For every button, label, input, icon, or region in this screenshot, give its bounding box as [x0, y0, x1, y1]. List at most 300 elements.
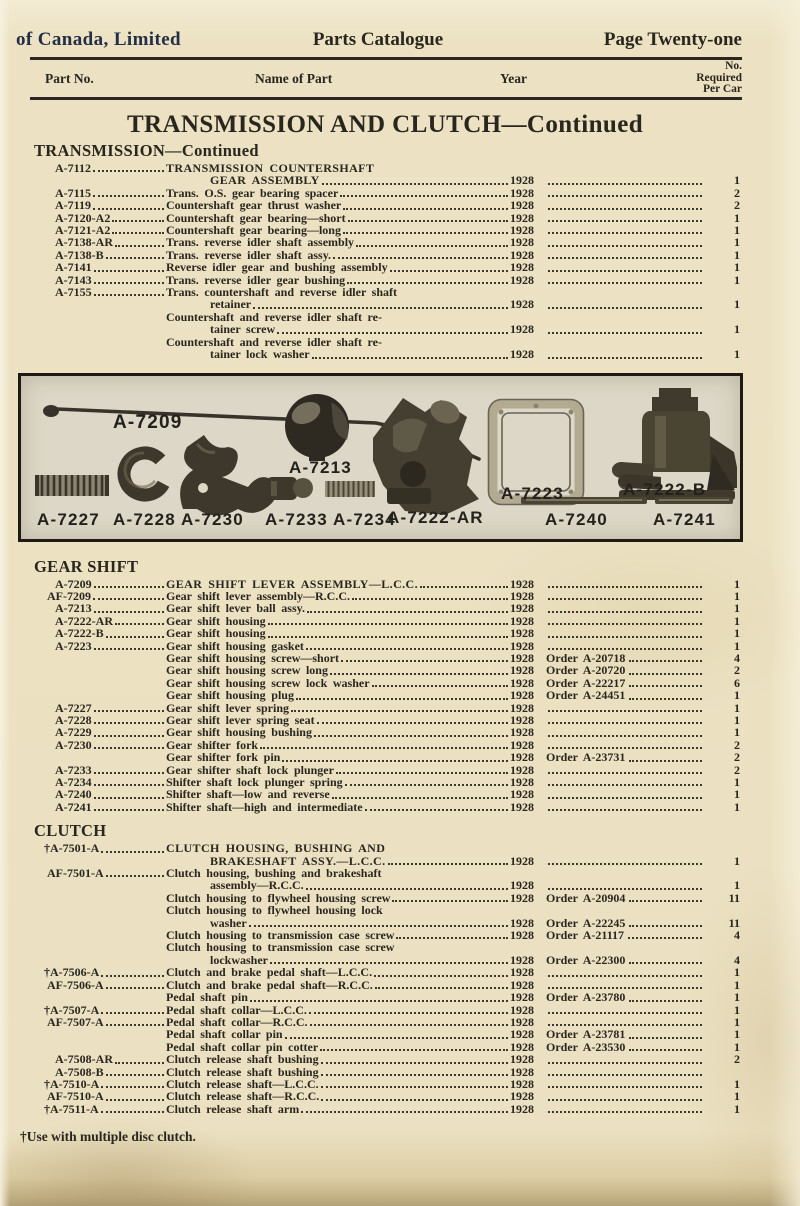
- part-name: Clutch release shaft bushing: [166, 1064, 319, 1079]
- order-cell: [546, 966, 704, 978]
- qty: 1: [734, 965, 740, 980]
- section-heading: CLUTCH: [34, 821, 107, 841]
- name-cell: [166, 199, 534, 211]
- year: 1928: [510, 223, 534, 238]
- part-name: Gear shift housing: [166, 613, 266, 628]
- catalog-row: [38, 1041, 740, 1053]
- year: 1928: [510, 247, 534, 262]
- qty: 1: [734, 260, 740, 275]
- order-cell: [546, 879, 704, 891]
- leader-dots: [94, 772, 164, 774]
- year: 1928: [510, 965, 534, 980]
- part-number: A-7508-AR: [55, 1052, 113, 1067]
- part-name: lockwasher: [210, 952, 268, 967]
- qty: 1: [734, 173, 740, 188]
- year: 1928: [510, 775, 534, 789]
- leader-dots: [548, 257, 702, 259]
- year: 1928: [510, 853, 534, 868]
- catalog-row: [38, 578, 740, 590]
- leader-dots: [548, 208, 702, 210]
- name-cell: [166, 689, 534, 701]
- part-number: †A-7510-A: [44, 1076, 100, 1091]
- year: 1928: [510, 1002, 534, 1017]
- qty: 1: [734, 700, 740, 715]
- year: 1928: [510, 928, 534, 943]
- leader-dots: [115, 245, 164, 247]
- qty: 1: [734, 638, 740, 653]
- year: 1928: [510, 1064, 534, 1079]
- part-name: assembly—R.C.C.: [210, 878, 304, 893]
- qty: 1: [734, 799, 740, 814]
- leader-dots: [282, 760, 508, 762]
- leader-dots: [548, 1062, 702, 1064]
- order-cell: [546, 726, 704, 738]
- indent: [166, 298, 210, 310]
- order-cell: [546, 323, 704, 335]
- order-cell: [546, 249, 704, 261]
- catalog-row: [38, 842, 740, 854]
- part-number: AF-7506-A: [47, 977, 104, 992]
- name-cell: [166, 261, 534, 273]
- year: 1928: [510, 1076, 534, 1091]
- leader-dots: [548, 245, 702, 247]
- part-cell: [38, 627, 166, 639]
- leader-dots: [374, 975, 508, 977]
- year: 1928: [510, 990, 534, 1005]
- order-cell: [546, 274, 704, 286]
- name-cell: [166, 348, 534, 360]
- page-number: Page Twenty-one: [603, 29, 742, 50]
- qty: [714, 904, 740, 916]
- ball-shape: [285, 394, 349, 461]
- leader-dots: [341, 660, 508, 662]
- leader-dots: [629, 1037, 702, 1039]
- leader-dots: [548, 1099, 702, 1101]
- order-cell: [546, 298, 704, 310]
- catalog-row: [38, 162, 740, 174]
- part-cell: [38, 1090, 166, 1102]
- part-number: A-7240: [55, 787, 92, 802]
- catalog-row: [38, 788, 740, 800]
- leader-dots: [94, 282, 164, 284]
- catalog-row: [38, 664, 740, 676]
- catalog-row: [38, 615, 740, 627]
- part-cell: [38, 689, 166, 701]
- leader-dots: [548, 332, 702, 334]
- part-number: AF-7507-A: [47, 1014, 104, 1029]
- year: 1928: [510, 638, 534, 653]
- catalogue-title: Parts Catalogue: [312, 29, 444, 50]
- catalog-row: [38, 1028, 740, 1040]
- catalog-row: [38, 966, 740, 978]
- leader-dots: [320, 1049, 508, 1051]
- year: 1928: [510, 185, 534, 200]
- leader-dots: [629, 1000, 702, 1002]
- leader-dots: [321, 1062, 508, 1064]
- order-ref: Order A-20720: [546, 663, 626, 678]
- catalog-row: [38, 1004, 740, 1016]
- year: 1928: [510, 650, 534, 665]
- part-cell: [38, 286, 166, 298]
- order-ref: Order A-22245: [546, 915, 626, 930]
- qty: 1: [734, 1076, 740, 1091]
- catalog-row: [38, 199, 740, 211]
- part-name: Pedal shaft collar pin: [166, 1027, 283, 1042]
- part-name: Gear shift housing gasket: [166, 638, 304, 653]
- year: 1928: [510, 601, 534, 616]
- qty: 1: [734, 247, 740, 262]
- page-header: [0, 0, 800, 57]
- leader-dots: [548, 784, 702, 786]
- part-cell: [38, 652, 166, 664]
- qty: 2: [734, 185, 740, 200]
- part-name: Clutch and brake pedal shaft—L.C.C.: [166, 965, 373, 980]
- part-name: tainer lock washer: [210, 347, 310, 362]
- leader-dots: [365, 809, 508, 811]
- year: 1928: [510, 235, 534, 250]
- order-cell: [546, 1103, 704, 1115]
- spring-shape: [35, 475, 109, 496]
- part-number: †A-7506-A: [44, 965, 100, 980]
- part-name: Clutch housing, bushing and brakeshaft: [166, 866, 382, 881]
- part-name: Pedal shaft collar—L.C.C.: [166, 1002, 307, 1017]
- part-name: tainer screw: [210, 322, 276, 337]
- leader-dots: [93, 195, 164, 197]
- part-name: Clutch and brake pedal shaft—R.C.C.: [166, 977, 373, 992]
- part-name: Countershaft and reverse idler shaft re-: [166, 309, 382, 324]
- leader-dots: [548, 357, 702, 359]
- leader-dots: [301, 1111, 508, 1113]
- qty: 1: [734, 223, 740, 238]
- year: 1928: [510, 588, 534, 603]
- footnote: †Use with multiple disc clutch.: [20, 1129, 196, 1145]
- part-name: CLUTCH HOUSING, BUSHING AND: [166, 841, 386, 856]
- leader-dots: [390, 270, 508, 272]
- order-ref: Order A-21117: [546, 928, 625, 943]
- catalog-row: [38, 286, 740, 298]
- leader-dots: [629, 900, 702, 902]
- name-cell: [166, 627, 534, 639]
- leader-dots: [94, 294, 164, 296]
- part-cell: [38, 904, 166, 916]
- leader-dots: [321, 1086, 508, 1088]
- name-cell: [166, 801, 534, 813]
- qty: 1: [734, 977, 740, 992]
- qty: 1: [734, 235, 740, 250]
- leader-dots: [548, 307, 702, 309]
- order-cell: [546, 689, 704, 701]
- part-cell: [38, 336, 166, 348]
- ring-shape: [117, 445, 174, 502]
- leader-dots: [629, 925, 702, 927]
- fig-label: A-7227: [37, 509, 100, 529]
- order-cell: [546, 212, 704, 224]
- name-cell: [166, 664, 534, 676]
- qty: 4: [734, 650, 740, 665]
- leader-dots: [548, 987, 702, 989]
- order-ref: Order A-22300: [546, 952, 626, 967]
- catalog-row: [38, 590, 740, 602]
- leader-dots: [277, 332, 508, 334]
- order-ref: Order A-20718: [546, 650, 626, 665]
- qty: 2: [734, 1052, 740, 1067]
- order-cell: [546, 929, 704, 941]
- leader-dots: [629, 685, 702, 687]
- order-cell: [546, 664, 704, 676]
- company-name: of Canada, Limited: [16, 29, 182, 50]
- part-name: Trans. reverse idler gear bushing: [166, 272, 346, 287]
- leader-dots: [94, 797, 164, 799]
- order-cell: [546, 602, 704, 614]
- year: 1928: [510, 799, 534, 814]
- leader-dots: [260, 747, 508, 749]
- part-name: Shifter shaft—high and intermediate: [166, 799, 363, 814]
- indent: [166, 323, 210, 335]
- order-ref: Order A-24451: [546, 688, 626, 703]
- catalog-row: [38, 249, 740, 261]
- section-heading: GEAR SHIFT: [34, 556, 139, 576]
- qty: 1: [734, 1089, 740, 1104]
- leader-dots: [343, 232, 508, 234]
- year: 1928: [510, 952, 534, 967]
- name-cell: [166, 991, 534, 1003]
- part-name: Shifter shaft—low and reverse: [166, 787, 330, 802]
- year: 1928: [510, 675, 534, 690]
- leader-dots: [94, 611, 164, 613]
- order-ref: Order A-23781: [546, 1027, 626, 1042]
- part-name: Gear shift lever spring: [166, 700, 290, 715]
- part-name: Pedal shaft pin: [166, 990, 248, 1005]
- order-cell: [546, 764, 704, 776]
- order-cell: [546, 286, 704, 298]
- qty: 11: [728, 890, 740, 905]
- leader-dots: [548, 735, 702, 737]
- part-name: Gear shifter shaft lock plunger: [166, 762, 334, 777]
- qty: 1: [734, 601, 740, 616]
- leader-dots: [420, 586, 508, 588]
- part-cell: [38, 1053, 166, 1065]
- part-cell: [38, 640, 166, 652]
- leader-dots: [296, 698, 508, 700]
- order-cell: [546, 1004, 704, 1016]
- qty: 1: [734, 626, 740, 641]
- leader-dots: [548, 1024, 702, 1026]
- catalog-row: [38, 751, 740, 763]
- order-cell: [546, 236, 704, 248]
- leader-dots: [348, 220, 508, 222]
- year: 1928: [510, 297, 534, 312]
- year: 1928: [510, 750, 534, 765]
- part-name: Gear shift lever assembly—R.C.C.: [166, 588, 351, 603]
- leader-dots: [112, 220, 164, 222]
- order-cell: [546, 855, 704, 867]
- order-ref: Order A-23780: [546, 990, 626, 1005]
- col-name-of-part: Name of Part: [255, 71, 333, 86]
- part-number: A-7141: [55, 260, 92, 275]
- part-cell: [38, 991, 166, 1003]
- part-name: Gear shift housing screw lock washer: [166, 675, 370, 690]
- leader-dots: [629, 673, 702, 675]
- order-cell: [546, 311, 704, 323]
- part-number: A-7121-A2: [55, 223, 111, 238]
- leader-dots: [250, 1000, 508, 1002]
- part-number: A-7115: [55, 185, 91, 200]
- name-cell: [166, 941, 534, 953]
- leader-dots: [101, 1086, 164, 1088]
- leader-dots: [392, 900, 508, 902]
- name-cell: [166, 174, 534, 186]
- leader-dots: [309, 1012, 508, 1014]
- part-number: AF-7510-A: [47, 1089, 104, 1104]
- qty: 1: [734, 322, 740, 337]
- name-cell: [166, 298, 534, 310]
- leader-dots: [628, 937, 702, 939]
- order-cell: [546, 1041, 704, 1053]
- name-cell: [166, 1103, 534, 1115]
- year: 1928: [510, 762, 534, 777]
- name-cell: [166, 236, 534, 248]
- part-cell: [38, 892, 166, 904]
- leader-dots: [94, 270, 164, 272]
- leader-dots: [548, 282, 702, 284]
- order-cell: [546, 776, 704, 788]
- leader-dots: [345, 784, 508, 786]
- qty: 1: [734, 878, 740, 893]
- part-name: Gear shift housing screw long: [166, 663, 328, 678]
- part-name: Clutch release shaft arm: [166, 1101, 300, 1116]
- leader-dots: [548, 975, 702, 977]
- part-cell: [38, 739, 166, 751]
- part-name: Trans. reverse idler shaft assy.: [166, 247, 332, 262]
- catalog-row: [38, 879, 740, 891]
- indent: [166, 879, 210, 891]
- name-cell: [166, 966, 534, 978]
- part-name: Clutch release shaft—R.C.C.: [166, 1089, 320, 1104]
- year: 1928: [510, 173, 534, 188]
- fig-label: A-7234: [333, 509, 396, 529]
- year: 1928: [510, 737, 534, 752]
- fig-label: A-7209: [113, 411, 183, 433]
- leader-dots: [548, 598, 702, 600]
- part-name: Shifter shaft lock plunger spring: [166, 775, 343, 789]
- catalog-row: [38, 261, 740, 273]
- name-cell: [166, 323, 534, 335]
- catalog-row: [38, 224, 740, 236]
- order-cell: [546, 348, 704, 360]
- part-name: Trans. reverse idler shaft assembly: [166, 235, 355, 250]
- leader-dots: [548, 220, 702, 222]
- part-cell: [38, 751, 166, 763]
- leader-dots: [115, 1062, 164, 1064]
- order-cell: [546, 702, 704, 714]
- col-part-no: Part No.: [45, 71, 94, 86]
- leader-dots: [629, 962, 702, 964]
- fig-label: A-7222-AR: [387, 507, 484, 527]
- qty: 1: [734, 210, 740, 225]
- part-cell: [38, 917, 166, 929]
- leader-dots: [291, 710, 508, 712]
- order-cell: [546, 615, 704, 627]
- order-cell: [546, 627, 704, 639]
- year: 1928: [510, 915, 534, 930]
- order-cell: [546, 801, 704, 813]
- year: 1928: [510, 787, 534, 802]
- part-cell: [38, 1016, 166, 1028]
- fig-label: A-7222-B: [623, 479, 707, 499]
- part-name: Gear shifter fork pin: [166, 750, 281, 765]
- leader-dots: [548, 636, 702, 638]
- part-cell: [38, 261, 166, 273]
- leader-dots: [285, 1037, 508, 1039]
- name-cell: [166, 904, 534, 916]
- part-name: Countershaft and reverse idler shaft re-: [166, 334, 382, 349]
- catalog-row: [38, 867, 740, 879]
- part-cell: [38, 726, 166, 738]
- leader-dots: [112, 232, 164, 234]
- leader-dots: [372, 685, 508, 687]
- fig-label: A-7228: [113, 509, 176, 529]
- part-name: Pedal shaft collar pin cotter: [166, 1039, 319, 1054]
- catalog-row: [38, 1016, 740, 1028]
- catalog-row: [38, 1066, 740, 1078]
- part-number: †A-7511-A: [44, 1101, 99, 1116]
- part-name: Clutch release shaft—L.C.C.: [166, 1076, 319, 1091]
- catalog-row: [38, 212, 740, 224]
- catalog-row: [38, 776, 740, 788]
- part-name: Clutch housing to flywheel housing screw: [166, 890, 391, 905]
- catalog-row: [38, 174, 740, 186]
- part-name: Clutch housing to transmission case screw: [166, 940, 395, 955]
- qty: 2: [734, 737, 740, 752]
- part-number: A-7230: [55, 737, 92, 752]
- leader-dots: [548, 183, 702, 185]
- year: 1928: [510, 322, 534, 337]
- leader-dots: [548, 611, 702, 613]
- part-cell: [38, 801, 166, 813]
- part-number: AF-7501-A: [47, 866, 104, 881]
- order-cell: [546, 336, 704, 348]
- leader-dots: [94, 586, 164, 588]
- year: 1928: [510, 272, 534, 287]
- column-header: [30, 57, 742, 100]
- part-name: Countershaft gear bearing—short: [166, 210, 346, 225]
- order-cell: [546, 187, 704, 199]
- part-name: Gear shift housing bushing: [166, 725, 312, 740]
- part-cell: [38, 199, 166, 211]
- part-number: A-7138-B: [55, 247, 104, 262]
- part-number: †A-7501-A: [44, 841, 100, 856]
- leader-dots: [548, 232, 702, 234]
- section-heading: TRANSMISSION—Continued: [34, 141, 259, 160]
- leader-dots: [340, 195, 508, 197]
- year: 1928: [510, 977, 534, 992]
- catalog-row: [38, 640, 740, 652]
- order-cell: [546, 842, 704, 854]
- leader-dots: [548, 809, 702, 811]
- leader-dots: [106, 1099, 164, 1101]
- plunger-shape: [267, 477, 313, 500]
- part-name: Gear shift housing plug: [166, 688, 294, 703]
- leader-dots: [93, 208, 164, 210]
- leader-dots: [548, 623, 702, 625]
- part-cell: [38, 966, 166, 978]
- part-number: A-7508-B: [55, 1064, 104, 1079]
- leader-dots: [347, 282, 508, 284]
- leader-dots: [94, 722, 164, 724]
- catalog-row: [38, 714, 740, 726]
- part-cell: [38, 867, 166, 879]
- order-cell: [546, 1053, 704, 1065]
